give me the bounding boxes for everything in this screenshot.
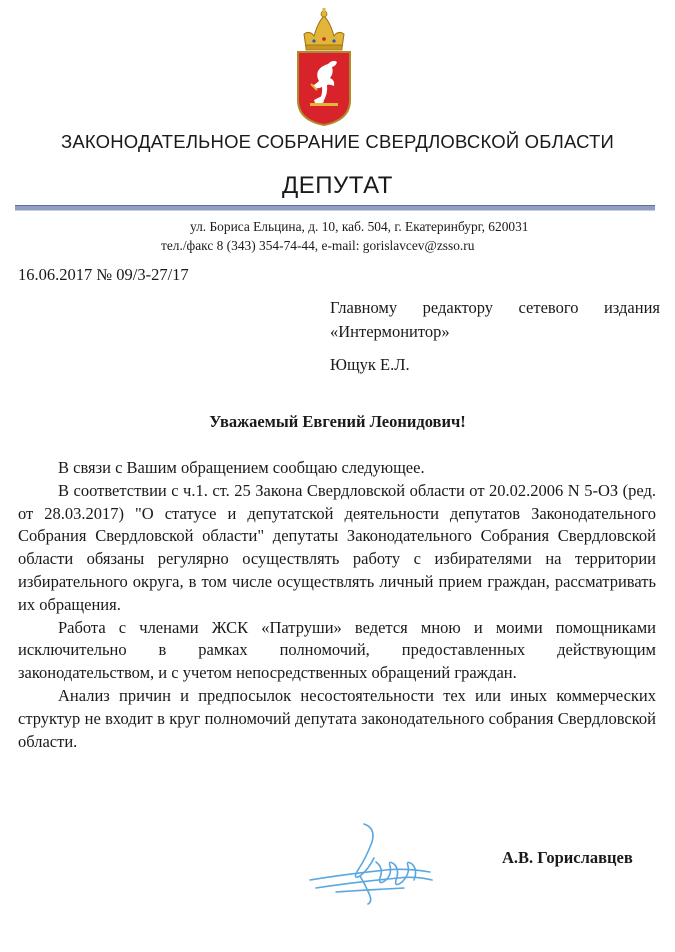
document-title: ДЕПУТАТ [282,172,393,199]
phone-email: тел./факс 8 (343) 354-74-44, e-mail: gorislavcev@zsso.ru [161,238,475,253]
coat-of-arms-emblem [292,8,356,126]
shield-icon [298,52,350,125]
date-and-number: 16.06.2017 № 09/3-27/17 [18,265,189,284]
header-divider [15,205,655,211]
addressee-block [330,296,660,377]
addressee-name: Ющук Е.Л. [330,355,410,374]
signatory-name: А.В. Гориславцев [502,848,633,867]
paragraph: В связи с Вашим обращением сообщаю следующее. [58,458,425,477]
crown-icon [304,8,344,50]
handwritten-signature [306,818,436,906]
paragraph: В соответствии с ч.1. ст. 25 Закона Свердловской области от 20.02.2006 N 5-ОЗ (ред. от 28.03.2017) "О статусе и депутатской деятельности депутатов Законодательного Собрания Свердловской области" депутаты Законодательного Собрания Свердловской области обязаны регулярно осуществлять работу с избирателями на территории избирательного округа, в том числе осуществлять личный прием граждан, рассматривать их обращения. [18,480,656,614]
letter-body [18,457,656,753]
addressee-position: Главному редактору сетевого издания [330,298,660,317]
organization-name: ЗАКОНОДАТЕЛЬНОЕ СОБРАНИЕ СВЕРДЛОВСКОЙ ОБЛАСТИ [60,131,615,152]
paragraph: Работа с членами ЖСК «Патруши» ведется мною и моими помощниками исключительно в рамках полномочий, предоставленных действующим законодательством, и с учетом непосредственных обращений граждан. [18,617,656,683]
addressee-outlet: «Интермонитор» [330,322,450,341]
greeting: Уважаемый Евгений Леонидович! [209,412,466,431]
postal-address: ул. Бориса Ельцина, д. 10, каб. 504, г. Екатеринбург, 620031 [190,219,529,234]
paragraph: Анализ причин и предпосылок несостоятельности тех или иных коммерческих структур не входит в круг полномочий депутата законодательного собрания Свердловской области. [18,685,656,751]
